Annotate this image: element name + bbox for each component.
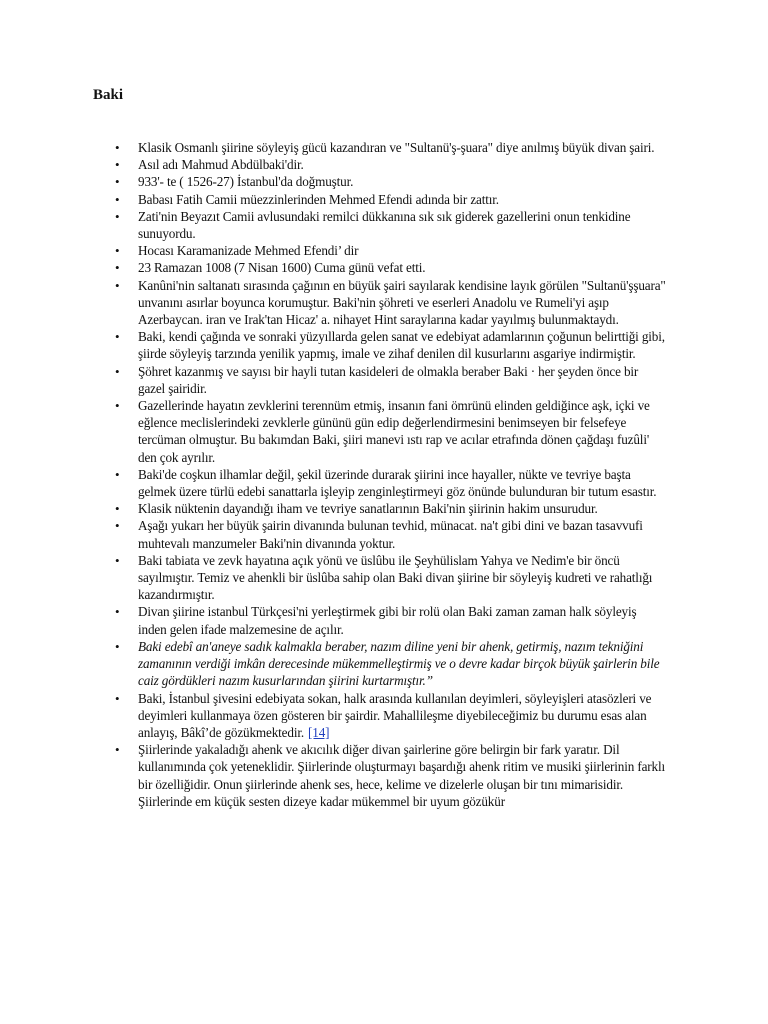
bullet-icon: • — [115, 398, 120, 414]
list-item-text: Baki, kendi çağında ve sonraki yüzyıllarda gelen sanat ve edebiyat adamlarının çoğunun belirttiği gibi, şiirde söyleyiş tarzında yenilik yapmış, imale ve zihaf denilen dil kusurlarını asgariye indirmiştir. — [138, 329, 665, 362]
bullet-icon: • — [115, 638, 120, 654]
list-item — [0, 139, 768, 156]
list-item — [0, 690, 768, 742]
list-item — [0, 517, 768, 551]
bullet-icon: • — [115, 174, 120, 190]
list-item-text: Babası Fatih Camii müezzinlerinden Mehmed Efendi adında bir zattır. — [138, 191, 499, 207]
list-item-text: Klasik nüktenin dayandığı iham ve tevriye sanatlarının Baki'nin şiirinin hakim unsurudur. — [138, 501, 598, 517]
list-item-text: Gazellerinde hayatın zevklerini terennüm etmiş, insanın fani ömrünü elinden geldiğince aşk, içki ve eğlence meclislerindeki zevklerle gününü gün edip değerlendirmesini benimseyen bir felsefeye tercüman olmuştur. Bu bakımdan Baki, şiiri manevi ıstı rap ve acılar etrafında dönen çağdaşı fuzûli' den çok ayrılır. — [138, 398, 650, 465]
list-item — [0, 466, 768, 500]
list-item — [0, 328, 768, 362]
list-item — [0, 208, 768, 242]
bullet-icon: • — [115, 191, 120, 207]
list-item-text: Baki'de coşkun ilhamlar değil, şekil üzerinde durarak şiirini ince hayaller, nükte ve tevriye başta gelmek üzere türlü edebi sanattarla işleyip zenginleştirmeyi göz önünde bulunduran bir tutum esastır. — [138, 466, 657, 500]
bullet-icon: • — [115, 243, 120, 259]
bullet-icon: • — [115, 690, 120, 706]
list-item — [0, 363, 768, 397]
list-item — [0, 191, 768, 208]
bullet-icon: • — [115, 466, 120, 482]
list-item-text: Baki, İstanbul şivesini edebiyata sokan, halk arasında kullanılan deyimleri, söyleyişleri atasözleri ve deyimleri kullanmaya özen gösteren bir şairdir. Mahallileşme diyebileceğimiz bu durumu esas alan anlayış, Bâkî’de gözükmektedir. — [138, 690, 652, 740]
list-item — [0, 259, 768, 276]
list-item — [0, 603, 768, 637]
list-item-text: 23 Ramazan 1008 (7 Nisan 1600) Cuma günü vefat etti. — [138, 260, 426, 276]
list-item-text: Baki edebî an'aneye sadık kalmakla beraber, nazım diline yeni bir ahenk, getirmiş, nazım tekniğini zamanının verdiği imkân derecesinde mükemmelleştirmiş ve o devre kadar birçok büyük şairlerin bile caiz gördükleri nazım kusurlarından şiirini kurtarmıştır.” — [138, 638, 660, 689]
bullet-icon: • — [115, 552, 120, 568]
list-item-text: Asıl adı Mahmud Abdülbaki'dir. — [138, 157, 304, 173]
list-item-text: Zati'nin Beyazıt Camii avlusundaki remilci dükkanına sık sık giderek gazellerini onun tenkidine sunuyordu. — [138, 208, 631, 242]
bullet-icon: • — [115, 363, 120, 379]
bullet-icon: • — [115, 208, 120, 224]
list-item — [0, 552, 768, 604]
list-item — [0, 500, 768, 517]
bullet-icon: • — [115, 501, 120, 517]
list-item-text: Hocası Karamanizade Mehmed Efendi’ dir — [138, 243, 359, 259]
bullet-icon: • — [115, 604, 120, 620]
page-title: Baki — [93, 87, 124, 103]
list-item — [0, 242, 768, 259]
list-item-text: Klasik Osmanlı şiirine söyleyiş gücü kazandıran ve "Sultanü'ş-şuara" diye anılmış büyük divan şairi. — [138, 140, 655, 155]
list-item — [0, 277, 768, 329]
list-item-text: Şiirlerinde yakaladığı ahenk ve akıcılık diğer divan şairlerine göre belirgin bir fark yaratır. Dil kullanımında çok yeteneklidir. Şiirlerinde oluşturmayı başardığı ahenk ritim ve musiki şiirlerinin farklı bir özelliğidir. Onun şiirlerinde ahenk ses, hece, kelime ve dizelerle oluşan bir tını mimarisidir. Şiirlerinde em küçük sesten dizeye kadar mükemmel bir uyum gözükür — [138, 742, 666, 809]
list-item — [0, 397, 768, 466]
list-item-quote — [0, 638, 768, 690]
list-item-text: Şöhret kazanmış ve sayısı bir hayli tutan kasideleri de olmakla beraber Baki · her şeyden önce bir gazel şairidir. — [138, 363, 639, 396]
bullet-icon: • — [115, 260, 120, 276]
list-item — [0, 741, 768, 810]
bullet-list — [0, 139, 768, 810]
list-item-text: Kanûni'nin saltanatı sırasında çağının en büyük şairi sayılarak kendisine layık görülen "Sultanü'şşuara" unvanını asırlar boyunca korumuştur. Baki'nin şöhreti ve eserleri Anadolu ve Rumeli'yi aşıp Azerbaycan. iran ve Irak'tan Hicaz' a. nihayet Hint saraylarına kadar yayılmış bulunmaktaydı. — [138, 277, 666, 328]
reference-link[interactable]: [14] — [308, 724, 330, 740]
bullet-icon: • — [115, 157, 120, 173]
bullet-icon: • — [115, 742, 120, 758]
list-item-text: Divan şiirine istanbul Türkçesi'ni yerleştirmek gibi bir rolü olan Baki zaman zaman halk söyleyiş inden gelen ifade malzemesine de açılır. — [138, 604, 637, 637]
list-item-text: 933'- te ( 1526-27) İstanbul'da doğmuştur. — [138, 174, 354, 190]
list-item — [0, 173, 768, 190]
list-item-text: Baki tabiata ve zevk hayatına açık yönü ve üslûbu ile Şeyhülislam Yahya ve Nedim'e bir öncü sayılmıştır. Temiz ve ahenkli bir üslûba sahip olan Baki divan şiirine bir söyleyiş kudreti ve rahatlığı kazandırmıştır. — [138, 552, 653, 603]
list-item — [0, 156, 768, 173]
bullet-icon: • — [115, 518, 120, 534]
bullet-icon: • — [115, 329, 120, 345]
list-item-text: Aşağı yukarı her büyük şairin divanında bulunan tevhid, münacat. na't gibi dini ve bazan tasavvufi muhtevalı manzumeler Baki'nin divanında yoktur. — [138, 518, 643, 551]
bullet-icon: • — [115, 277, 120, 293]
bullet-icon: • — [115, 140, 120, 155]
